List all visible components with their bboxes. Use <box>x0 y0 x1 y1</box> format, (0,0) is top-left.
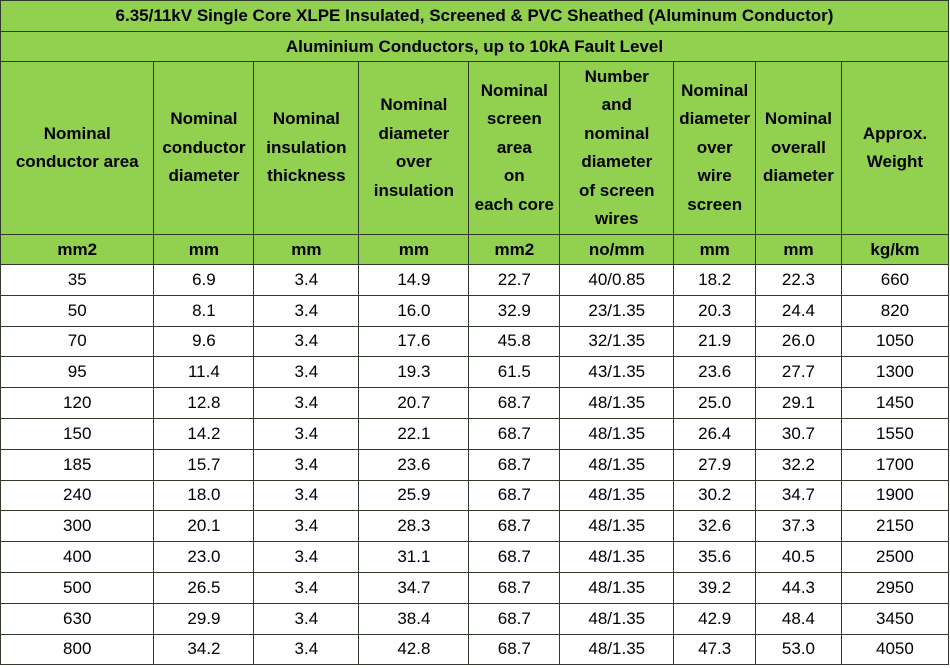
column-header-line: Nominal <box>480 80 548 100</box>
table-cell: 35.6 <box>674 542 756 573</box>
column-header-line: diameter <box>378 123 450 143</box>
table-cell: 48/1.35 <box>560 449 674 480</box>
unit-cell-2: mm <box>254 235 359 265</box>
table-row <box>1 265 949 296</box>
column-header-line: each core <box>474 194 554 214</box>
column-header-line: Approx. <box>862 123 928 143</box>
table-cell: 3.4 <box>254 480 359 511</box>
table-cell: 2500 <box>841 542 948 573</box>
unit-cell-8: kg/km <box>841 235 948 265</box>
column-header-line: conductor <box>162 137 246 157</box>
table-cell: 400 <box>1 542 154 573</box>
table-cell: 23/1.35 <box>560 295 674 326</box>
table-cell: 18.2 <box>674 265 756 296</box>
table-cell: 3.4 <box>254 511 359 542</box>
table-cell: 48/1.35 <box>560 572 674 603</box>
table-cell: 48/1.35 <box>560 603 674 634</box>
table-cell: 40/0.85 <box>560 265 674 296</box>
column-header-line: Nominal <box>380 95 448 114</box>
table-cell: 48/1.35 <box>560 634 674 665</box>
table-cell: 38.4 <box>359 603 469 634</box>
table-cell: 1550 <box>841 418 948 449</box>
column-header-line: insulation <box>266 137 347 157</box>
table-cell: 4050 <box>841 634 948 665</box>
table-cell: 48/1.35 <box>560 418 674 449</box>
table-cell: 20.1 <box>154 511 254 542</box>
column-header-7 <box>756 62 842 235</box>
table-cell: 1900 <box>841 480 948 511</box>
column-header-line: on <box>503 166 525 186</box>
column-header-line: diameter <box>679 109 751 129</box>
table-cell: 42.9 <box>674 603 756 634</box>
table-cell: 61.5 <box>469 357 560 388</box>
table-cell: 3.4 <box>254 357 359 388</box>
table-cell: 48/1.35 <box>560 542 674 573</box>
column-header-line: Weight <box>866 152 924 171</box>
table-cell: 68.7 <box>469 511 560 542</box>
table-row <box>1 388 949 419</box>
table-cell: 3.4 <box>254 542 359 573</box>
table-cell: 17.6 <box>359 326 469 357</box>
table-cell: 20.3 <box>674 295 756 326</box>
table-cell: 48/1.35 <box>560 388 674 419</box>
table-cell: 1050 <box>841 326 948 357</box>
table-cell: 3.4 <box>254 603 359 634</box>
table-cell: 12.8 <box>154 388 254 419</box>
unit-cell-7: mm <box>756 235 842 265</box>
table-cell: 42.8 <box>359 634 469 665</box>
column-header-1 <box>154 62 254 235</box>
column-header-line: thickness <box>267 166 346 186</box>
column-header-line: diameter <box>763 166 834 186</box>
table-cell: 39.2 <box>674 572 756 603</box>
unit-cell-3: mm <box>359 235 469 265</box>
table-cell: 24.4 <box>756 295 842 326</box>
table-cell: 95 <box>1 357 154 388</box>
table-cell: 2950 <box>841 572 948 603</box>
table-row <box>1 357 949 388</box>
table-cell: 48/1.35 <box>560 480 674 511</box>
table-cell: 31.1 <box>359 542 469 573</box>
table-cell: 40.5 <box>756 542 842 573</box>
column-header-line: overall <box>771 137 826 157</box>
table-cell: 68.7 <box>469 634 560 665</box>
unit-cell-0: mm2 <box>1 235 154 265</box>
column-header-line: Nominal <box>43 123 111 143</box>
table-cell: 1450 <box>841 388 948 419</box>
unit-cell-1: mm <box>154 235 254 265</box>
table-cell: 48/1.35 <box>560 511 674 542</box>
table-cell: 3450 <box>841 603 948 634</box>
table-row <box>1 295 949 326</box>
column-header-line: screen <box>486 109 542 129</box>
table-row <box>1 326 949 357</box>
table-cell: 3.4 <box>254 295 359 326</box>
table-cell: 14.9 <box>359 265 469 296</box>
table-cell: 18.0 <box>154 480 254 511</box>
table-cell: 68.7 <box>469 418 560 449</box>
table-cell: 1300 <box>841 357 948 388</box>
table-cell: 26.0 <box>756 326 842 357</box>
column-header-8 <box>841 62 948 235</box>
column-header-5 <box>560 62 674 235</box>
table-cell: 68.7 <box>469 542 560 573</box>
table-cell: 3.4 <box>254 265 359 296</box>
column-header-line: Nominal <box>272 109 340 129</box>
column-header-line: wires <box>595 209 639 228</box>
unit-cell-6: mm <box>674 235 756 265</box>
table-cell: 3.4 <box>254 449 359 480</box>
column-header-line: diameter <box>168 166 240 186</box>
table-cell: 185 <box>1 449 154 480</box>
table-cell: 32.6 <box>674 511 756 542</box>
column-header-line: Number <box>584 66 649 86</box>
table-cell: 8.1 <box>154 295 254 326</box>
table-row <box>1 572 949 603</box>
column-header-line: wire <box>697 166 732 186</box>
table-cell: 68.7 <box>469 388 560 419</box>
column-header-line: conductor area <box>15 152 139 171</box>
table-cell: 44.3 <box>756 572 842 603</box>
column-header-line: screen <box>687 194 743 214</box>
table-cell: 30.2 <box>674 480 756 511</box>
column-header-6 <box>674 62 756 235</box>
column-header-line: insulation <box>373 180 455 200</box>
table-cell: 1700 <box>841 449 948 480</box>
table-cell: 22.1 <box>359 418 469 449</box>
table-cell: 22.7 <box>469 265 560 296</box>
table-cell: 25.9 <box>359 480 469 511</box>
table-cell: 32.9 <box>469 295 560 326</box>
table-cell: 70 <box>1 326 154 357</box>
table-cell: 660 <box>841 265 948 296</box>
table-cell: 23.6 <box>674 357 756 388</box>
column-header-line: over <box>395 152 432 171</box>
table-cell: 820 <box>841 295 948 326</box>
table-cell: 27.7 <box>756 357 842 388</box>
column-header-line: diameter <box>581 152 653 171</box>
table-cell: 150 <box>1 418 154 449</box>
table-cell: 120 <box>1 388 154 419</box>
table-cell: 20.7 <box>359 388 469 419</box>
table-cell: 23.6 <box>359 449 469 480</box>
table-cell: 21.9 <box>674 326 756 357</box>
table-cell: 27.9 <box>674 449 756 480</box>
table-subtitle: Aluminium Conductors, up to 10kA Fault Level <box>1 32 949 62</box>
table-cell: 240 <box>1 480 154 511</box>
table-cell: 22.3 <box>756 265 842 296</box>
table-row <box>1 542 949 573</box>
unit-row <box>1 235 949 265</box>
column-header-line: area <box>496 137 532 157</box>
table-cell: 500 <box>1 572 154 603</box>
column-header-line: Nominal <box>681 80 749 100</box>
table-cell: 14.2 <box>154 418 254 449</box>
table-cell: 26.4 <box>674 418 756 449</box>
table-row <box>1 634 949 665</box>
table-cell: 53.0 <box>756 634 842 665</box>
column-header-line: of screen <box>578 180 655 200</box>
table-cell: 45.8 <box>469 326 560 357</box>
table-cell: 300 <box>1 511 154 542</box>
table-cell: 630 <box>1 603 154 634</box>
column-header-line: over <box>696 137 733 157</box>
unit-cell-4: mm2 <box>469 235 560 265</box>
table-cell: 30.7 <box>756 418 842 449</box>
table-cell: 48.4 <box>756 603 842 634</box>
table-cell: 19.3 <box>359 357 469 388</box>
table-cell: 43/1.35 <box>560 357 674 388</box>
table-cell: 50 <box>1 295 154 326</box>
column-header-2 <box>254 62 359 235</box>
column-header-0 <box>1 62 154 235</box>
table-cell: 800 <box>1 634 154 665</box>
table-cell: 23.0 <box>154 542 254 573</box>
table-cell: 68.7 <box>469 603 560 634</box>
table-row <box>1 511 949 542</box>
table-cell: 68.7 <box>469 480 560 511</box>
table-cell: 32/1.35 <box>560 326 674 357</box>
table-cell: 3.4 <box>254 418 359 449</box>
table-cell: 3.4 <box>254 572 359 603</box>
table-cell: 68.7 <box>469 572 560 603</box>
table-cell: 32.2 <box>756 449 842 480</box>
column-header-line: and <box>601 95 632 114</box>
table-cell: 15.7 <box>154 449 254 480</box>
column-header-3 <box>359 62 469 235</box>
table-cell: 34.7 <box>756 480 842 511</box>
table-row <box>1 603 949 634</box>
table-cell: 25.0 <box>674 388 756 419</box>
table-row <box>1 480 949 511</box>
table-row <box>1 449 949 480</box>
table-cell: 3.4 <box>254 326 359 357</box>
table-cell: 6.9 <box>154 265 254 296</box>
table-cell: 35 <box>1 265 154 296</box>
column-header-line: Nominal <box>170 109 238 129</box>
table-row <box>1 418 949 449</box>
table-cell: 3.4 <box>254 388 359 419</box>
column-header-line: Nominal <box>764 109 832 129</box>
column-header-4 <box>469 62 560 235</box>
table-cell: 29.9 <box>154 603 254 634</box>
table-title: 6.35/11kV Single Core XLPE Insulated, Screened & PVC Sheathed (Aluminum Conductor) <box>1 1 949 32</box>
table-cell: 16.0 <box>359 295 469 326</box>
table-cell: 2150 <box>841 511 948 542</box>
table-cell: 9.6 <box>154 326 254 357</box>
table-body <box>1 265 949 665</box>
column-header-line: nominal <box>584 123 650 143</box>
table-cell: 28.3 <box>359 511 469 542</box>
table-cell: 3.4 <box>254 634 359 665</box>
table-cell: 29.1 <box>756 388 842 419</box>
table-cell: 68.7 <box>469 449 560 480</box>
table-cell: 34.2 <box>154 634 254 665</box>
table-cell: 47.3 <box>674 634 756 665</box>
table-cell: 11.4 <box>154 357 254 388</box>
unit-cell-5: no/mm <box>560 235 674 265</box>
table-cell: 26.5 <box>154 572 254 603</box>
column-header-row <box>1 62 949 235</box>
table-cell: 34.7 <box>359 572 469 603</box>
table-cell: 37.3 <box>756 511 842 542</box>
